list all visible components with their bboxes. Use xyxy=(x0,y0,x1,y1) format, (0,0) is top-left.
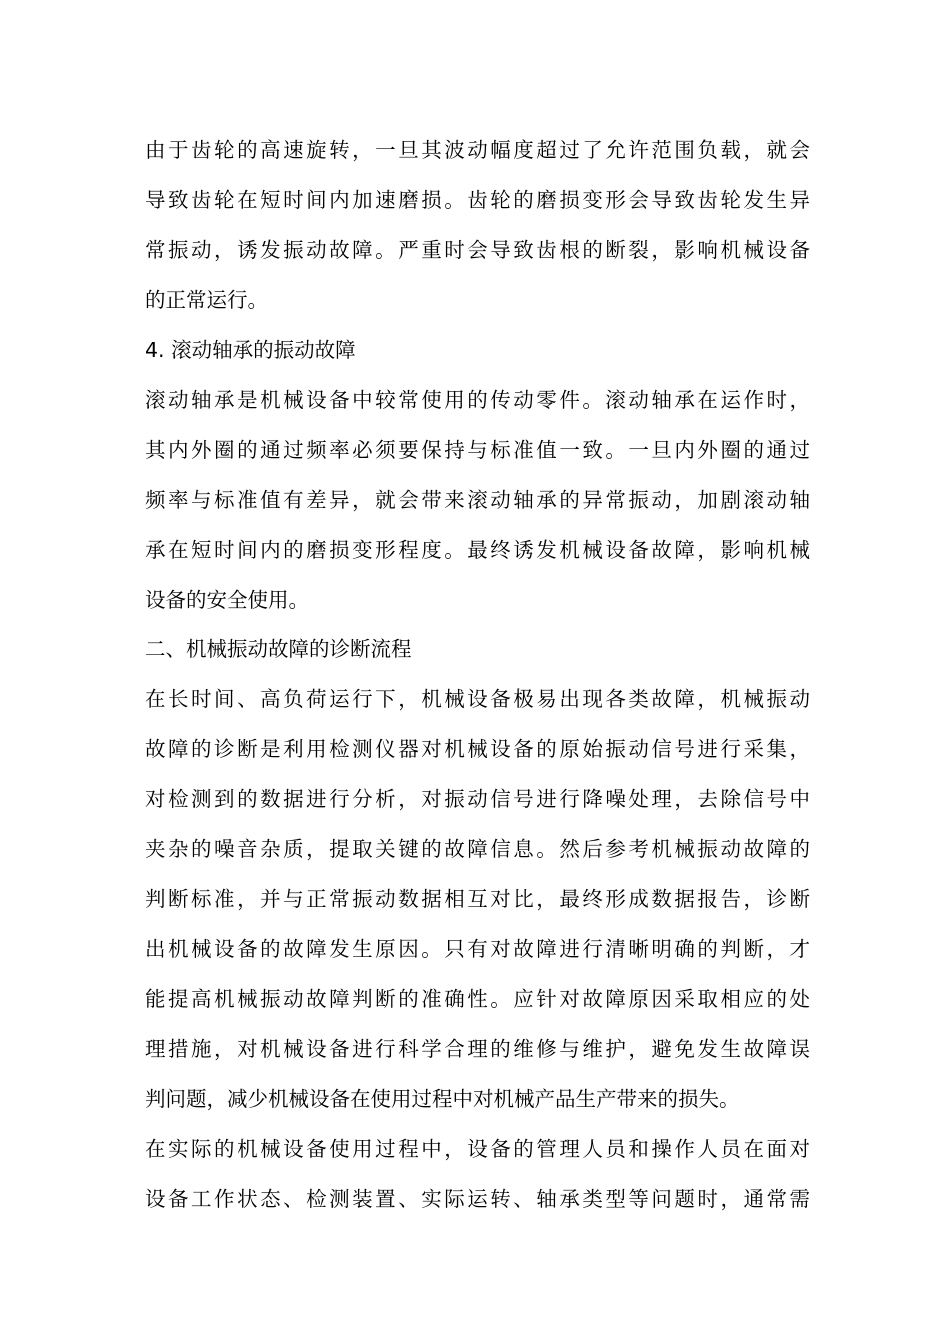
text-line: 故障的诊断是利用检测仪器对机械设备的原始振动信号进行采集， xyxy=(145,737,810,761)
text-line: 由于齿轮的高速旋转，一旦其波动幅度超过了允许范围负载，就会 xyxy=(145,138,810,162)
text-line: 设备的安全使用。 xyxy=(145,588,309,612)
text-line: 判问题，减少机械设备在使用过程中对机械产品生产带来的损失。 xyxy=(145,1087,740,1111)
text-line: 常振动，诱发振动故障。严重时会导致齿根的断裂，影响机械设备 xyxy=(145,238,810,262)
text-line: 其内外圈的通过频率必须要保持与标准值一致。一旦内外圈的通过 xyxy=(145,438,810,462)
text-line: 频率与标准值有差异，就会带来滚动轴承的异常振动，加剧滚动轴 xyxy=(145,488,810,512)
text-line: 承在短时间内的磨损变形程度。最终诱发机械设备故障，影响机械 xyxy=(145,538,810,562)
text-line: 理措施，对机械设备进行科学合理的维修与维护，避免发生故障误 xyxy=(145,1037,810,1061)
text-line: 导致齿轮在短时间内加速磨损。齿轮的磨损变形会导致齿轮发生异 xyxy=(145,188,810,212)
text-line: 判断标准，并与正常振动数据相互对比，最终形成数据报告，诊断 xyxy=(145,887,810,911)
section-heading: 二、机械振动故障的诊断流程 xyxy=(145,637,412,661)
text-line: 设备工作状态、检测装置、实际运转、轴承类型等问题时，通常需 xyxy=(145,1187,810,1211)
text-line: 出机械设备的故障发生原因。只有对故障进行清晰明确的判断，才 xyxy=(145,937,810,961)
text-line: 在实际的机械设备使用过程中，设备的管理人员和操作人员在面对 xyxy=(145,1137,810,1161)
text-line: 对检测到的数据进行分析，对振动信号进行降噪处理，去除信号中 xyxy=(145,787,810,811)
section-heading: 4. 滚动轴承的振动故障 xyxy=(145,338,356,362)
text-line: 滚动轴承是机械设备中较常使用的传动零件。滚动轴承在运作时， xyxy=(145,388,810,412)
text-line: 的正常运行。 xyxy=(145,288,268,312)
text-line: 夹杂的噪音杂质，提取关键的故障信息。然后参考机械振动故障的 xyxy=(145,837,810,861)
text-line: 能提高机械振动故障判断的准确性。应针对故障原因采取相应的处 xyxy=(145,987,810,1011)
text-line: 在长时间、高负荷运行下，机械设备极易出现各类故障，机械振动 xyxy=(145,687,810,711)
